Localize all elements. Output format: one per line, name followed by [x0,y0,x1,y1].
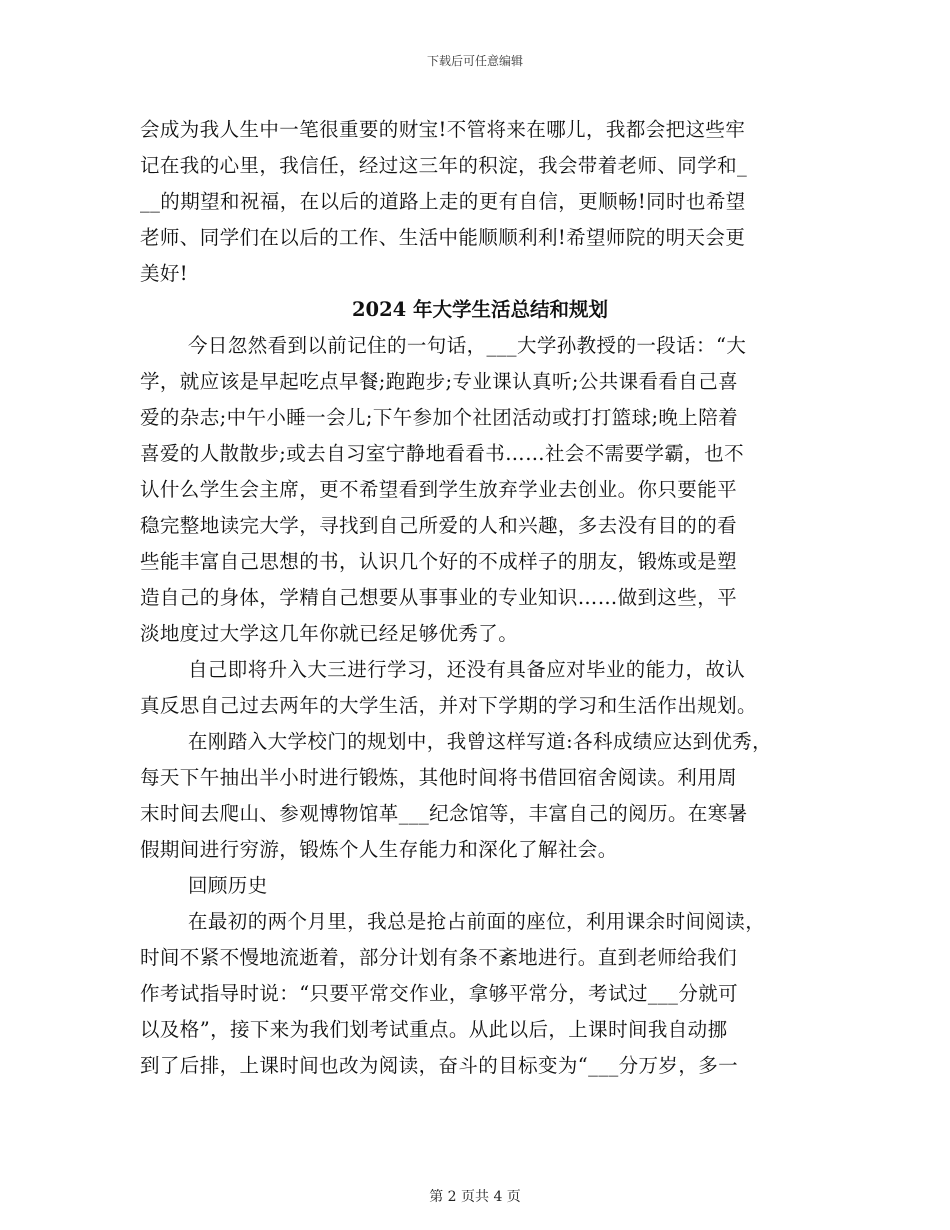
text-line: 老师、同学们在以后的工作、生活中能顺顺利利!希望师院的明天会更 [140,226,746,249]
text-line: 造自己的身体，学精自己想要从事事业的专业知识……做到这些，平 [140,586,738,609]
text-line: 爱的杂志;中午小睡一会儿;下午参加个社团活动或打打篮球;晚上陪着 [140,406,739,429]
text-line: 记在我的心里，我信任，经过这三年的积淀，我会带着老师、同学和_ [140,154,748,177]
text-line: 会成为我人生中一笔很重要的财宝!不管将来在哪儿，我都会把这些牢 [140,118,746,141]
paragraph-quote [140,328,820,652]
text-line: 每天下午抽出半小时进行锻炼，其他时间将书借回宿舍阅读。利用周 [140,766,738,789]
text-line: 美好! [140,262,189,285]
text-line: 稳完整地读完大学，寻找到自己所爱的人和兴趣，多去没有目的的看 [140,514,738,537]
text-line: 到了后排，上课时间也改为阅读，奋斗的目标变为“___分万岁，多一 [140,1054,739,1077]
text-line: 在最初的两个月里，我总是抢占前面的座位，利用课余时间阅读， [188,910,766,933]
text-line: 淡地度过大学这几年你就已经足够优秀了。 [140,622,519,645]
text-line: 在刚踏入大学校门的规划中，我曾这样写道:各科成绩应达到优秀， [188,730,773,753]
text-line: __的期望和祝福，在以后的道路上走的更有自信，更顺畅!同时也希望 [140,190,746,213]
text-line: 些能丰富自己思想的书，认识几个好的不成样子的朋友，锻炼或是塑 [140,550,738,573]
text-line: 学，就应该是早起吃点早餐;跑跑步;专业课认真听;公共课看看自己喜 [140,370,739,393]
document-body [140,112,820,1084]
text-line: 假期间进行穷游，锻炼个人生存能力和深化了解社会。 [140,838,618,861]
text-line: 作考试指导时说：“只要平常交作业，拿够平常分，考试过___分就可 [140,982,739,1005]
text-line: 喜爱的人散散步;或去自习室宁静地看看书……社会不需要学霸，也不 [140,442,744,465]
paragraph-continued [140,112,820,292]
page-header: 下载后可任意编辑 [426,54,523,68]
text-line: 今日忽然看到以前记住的一句话，___大学孙教授的一段话：“大 [188,334,747,357]
paragraph-plan [140,724,820,868]
paragraph-reflection [140,652,820,724]
paragraph-history [140,904,820,1084]
text-line: 真反思自己过去两年的大学生活，并对下学期的学习和生活作出规划。 [140,694,757,717]
text-line: 以及格”，接下来为我们划考试重点。从此以后，上课时间我自动挪 [140,1018,728,1041]
subsection-heading: 回顾历史 [188,874,268,897]
text-line: 末时间去爬山、参观博物馆革___纪念馆等，丰富自己的阅历。在寒暑 [140,802,748,825]
page-footer: 第 2 页共 4 页 [429,1189,521,1205]
text-line: 认什么学生会主席，更不希望看到学生放弃学业去创业。你只要能平 [140,478,738,501]
section-title: 2024 年大学生活总结和规划 [351,298,609,321]
text-line: 自己即将升入大三进行学习，还没有具备应对毕业的能力，故认 [188,658,746,681]
text-line: 时间不紧不慢地流逝着，部分计划有条不紊地进行。直到老师给我们 [140,946,738,969]
